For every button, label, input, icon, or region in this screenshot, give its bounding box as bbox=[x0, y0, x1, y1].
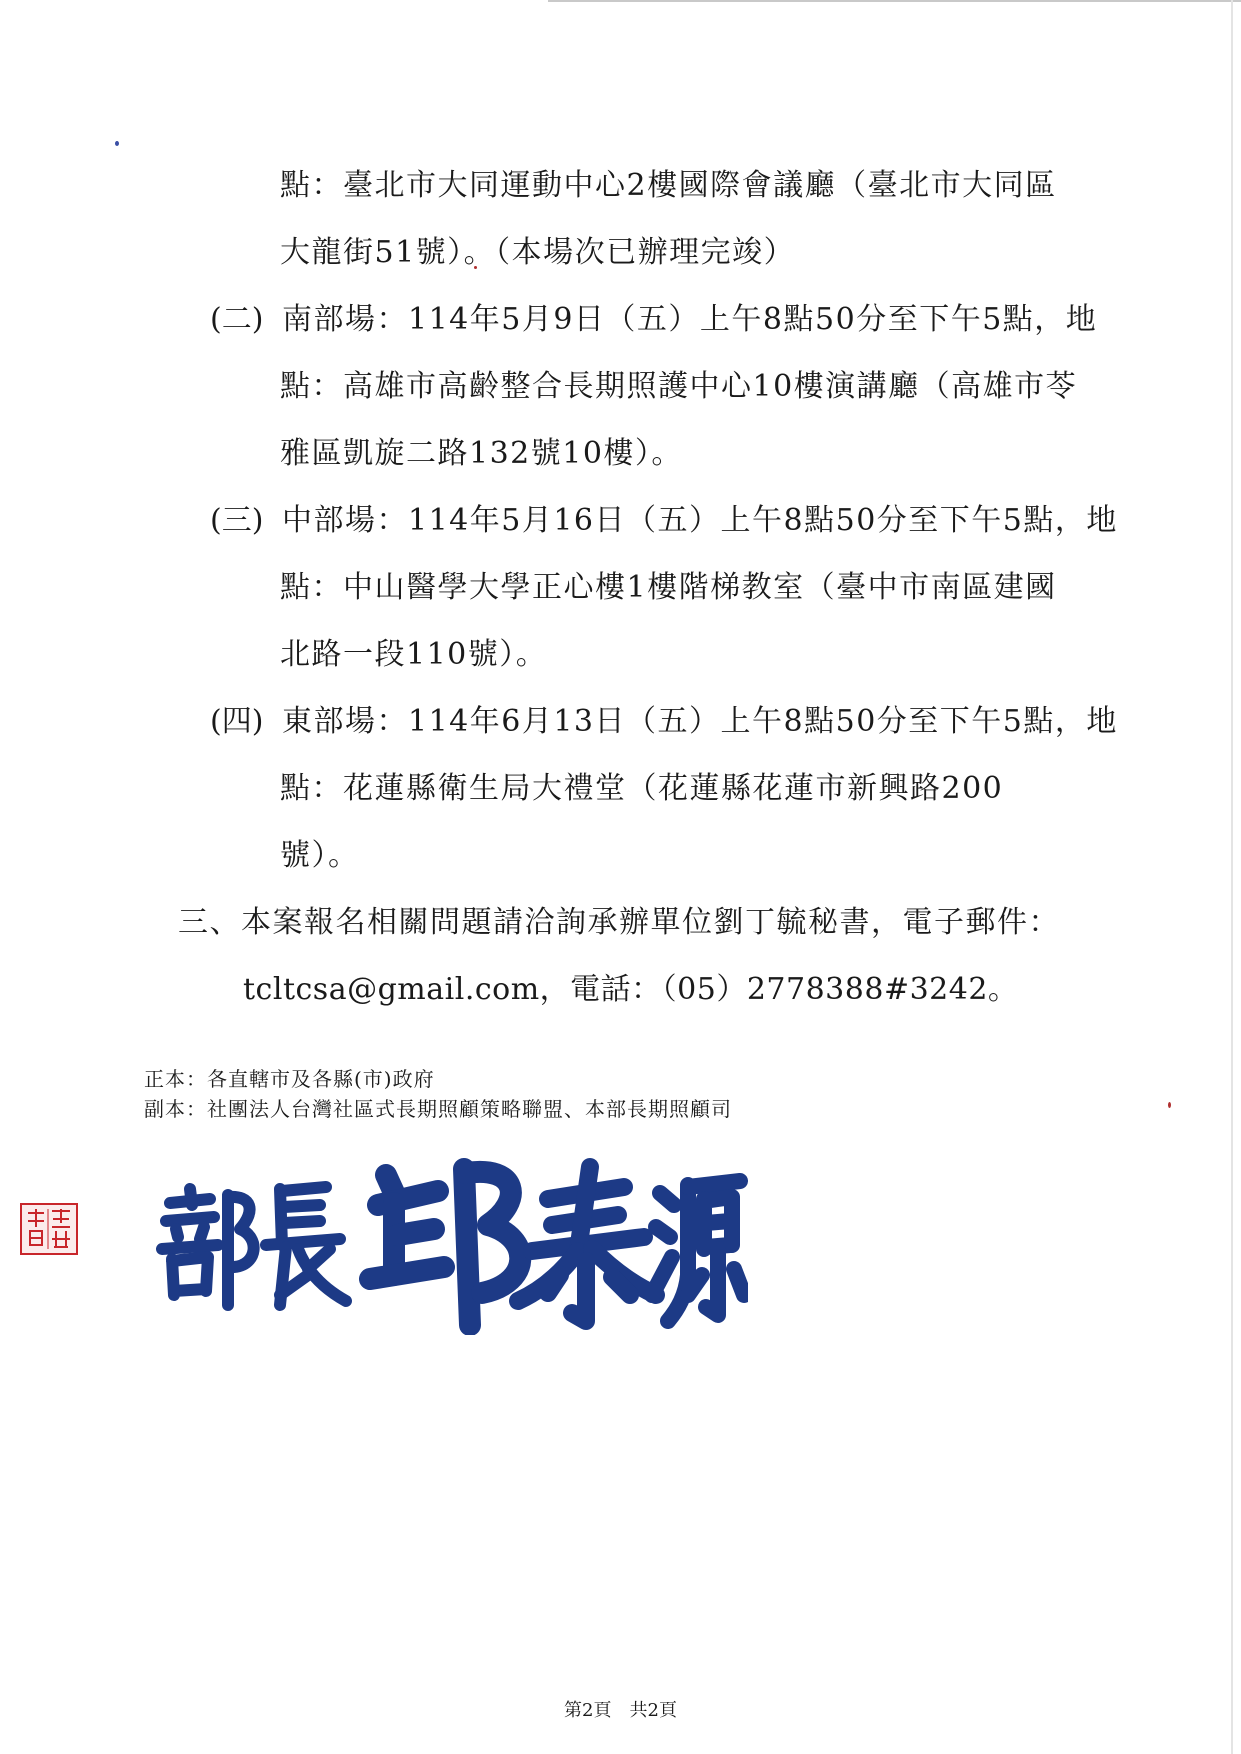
item4-line2: 點：花蓮縣衛生局大禮堂（花蓮縣花蓮市新興路200 bbox=[280, 771, 1004, 806]
item2-line1: 南部場：114年5月9日（五）上午8點50分至下午5點，地 bbox=[282, 302, 1098, 337]
item3-line1: 中部場：114年5月16日（五）上午8點50分至下午5點，地 bbox=[282, 503, 1118, 538]
minister-signature bbox=[148, 1145, 748, 1335]
section3-line1: 三、本案報名相關問題請洽詢承辦單位劉丁毓秘書，電子郵件： bbox=[178, 905, 1060, 940]
scan-edge-top bbox=[548, 0, 1241, 2]
page-number: 第2頁 共2頁 bbox=[564, 1700, 677, 1721]
official-seal-stamp bbox=[20, 1203, 78, 1255]
ink-speck bbox=[1168, 1102, 1171, 1108]
item3-line3: 北路一段110號）。 bbox=[280, 637, 548, 672]
item2-line2: 點：高雄市高齡整合長期照護中心10樓演講廳（高雄市苓 bbox=[280, 369, 1078, 404]
item4-line3: 號）。 bbox=[280, 838, 360, 873]
item3-marker: (三) bbox=[210, 503, 264, 538]
distribution-copy: 副本：社團法人台灣社區式長期照顧策略聯盟、本部長期照顧司 bbox=[144, 1097, 732, 1121]
item3-line2: 點：中山醫學大學正心樓1樓階梯教室（臺中市南區建國 bbox=[280, 570, 1057, 605]
item4-line1: 東部場：114年6月13日（五）上午8點50分至下午5點，地 bbox=[282, 704, 1118, 739]
item4-marker: (四) bbox=[210, 704, 264, 739]
ink-speck bbox=[115, 141, 119, 146]
item2-line3: 雅區凱旋二路132號10樓）。 bbox=[280, 436, 683, 471]
item2-marker: (二) bbox=[210, 302, 264, 337]
item1-line2: 大龍街51號）。（本場次已辦理完竣） bbox=[280, 235, 796, 270]
scan-edge-right bbox=[1231, 0, 1233, 1754]
section3-line2: tcltcsa@gmail.com，電話：（05）2778388#3242。 bbox=[243, 972, 1019, 1007]
distribution-original: 正本：各直轄市及各縣(市)政府 bbox=[144, 1067, 435, 1091]
item1-line1: 點：臺北市大同運動中心2樓國際會議廳（臺北市大同區 bbox=[280, 168, 1057, 203]
